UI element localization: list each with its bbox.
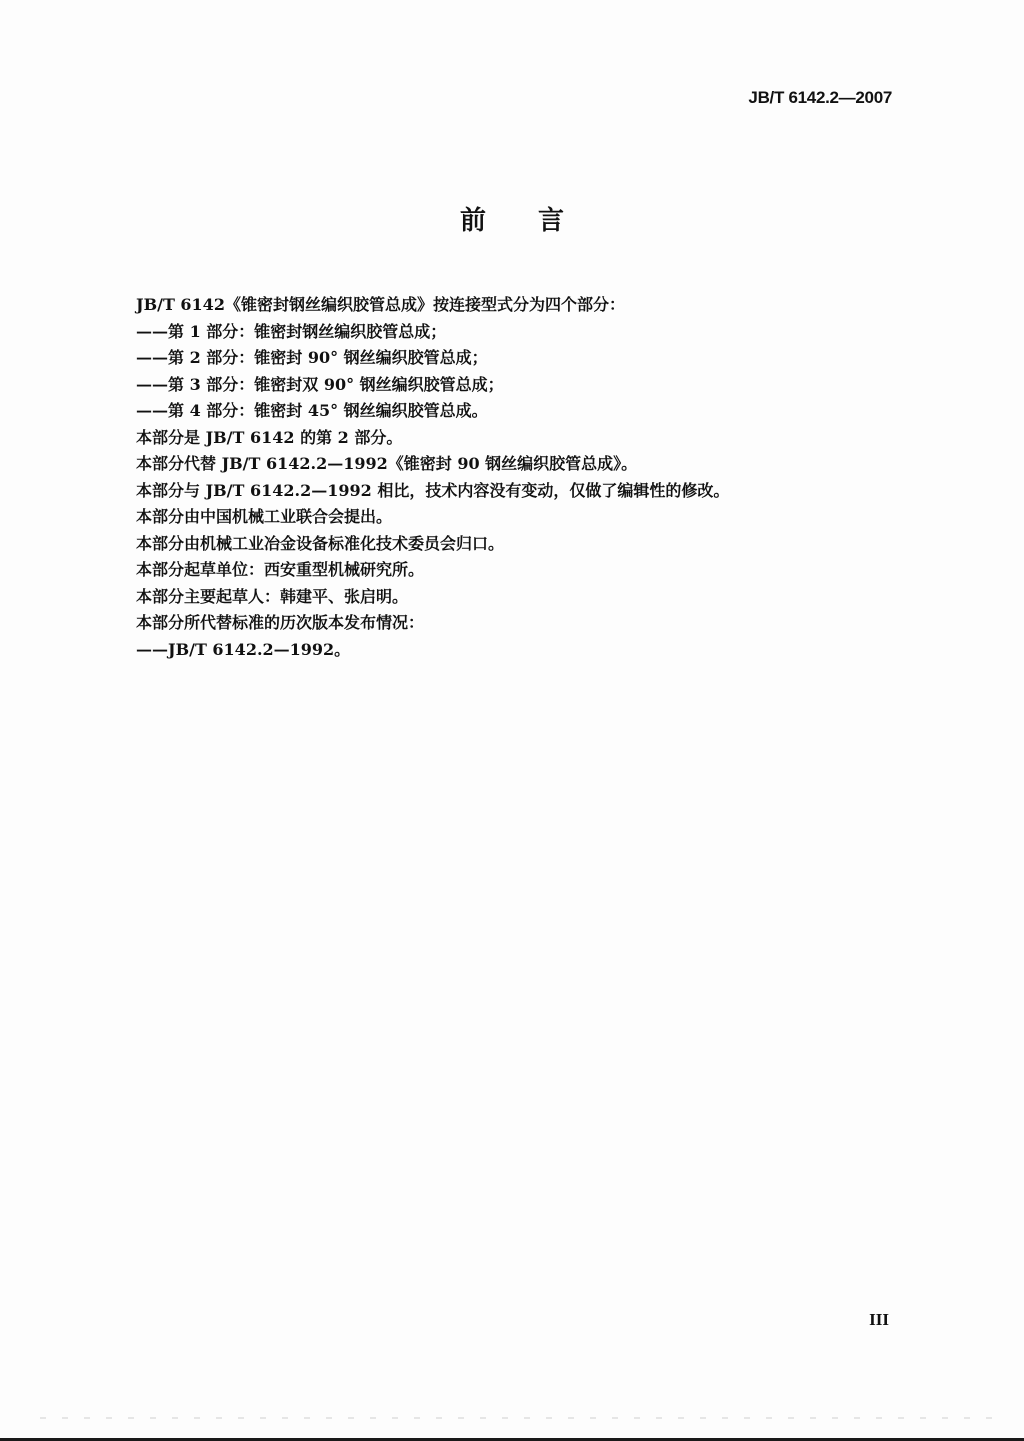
body-line: ——第 3 部分：锥密封双 90° 钢丝编织胶管总成； [136,374,504,394]
body-line: JB/T 6142《锥密封钢丝编织胶管总成》按连接型式分为四个部分： [136,295,625,314]
body-line: ——第 4 部分：锥密封 45° 钢丝编织胶管总成。 [136,401,488,420]
scan-artifact [40,1417,1000,1419]
foreword-body [136,292,896,663]
body-line: 本部分代替 JB/T 6142.2—1992《锥密封 90 钢丝编织胶管总成》。 [136,454,638,473]
body-line: 本部分由中国机械工业联合会提出。 [136,507,393,526]
body-line: ——JB/T 6142.2—1992。 [136,639,351,659]
body-line: 本部分所代替标准的历次版本发布情况： [136,613,425,632]
body-line: 本部分与 JB/T 6142.2—1992 相比，技术内容没有变动，仅做了编辑性的修改。 [136,480,730,500]
page-title: 前言 [459,206,616,236]
body-line: 本部分起草单位：西安重型机械研究所。 [136,560,425,579]
body-line: 本部分主要起草人：韩建平、张启明。 [136,586,409,606]
body-line: ——第 1 部分：锥密封钢丝编织胶管总成； [136,321,447,341]
page-number: III [869,1310,889,1329]
body-line: 本部分由机械工业冶金设备标准化技术委员会归口。 [136,533,505,553]
body-line: ——第 2 部分：锥密封 90° 钢丝编织胶管总成； [136,348,488,367]
body-line: 本部分是 JB/T 6142 的第 2 部分。 [136,427,403,447]
standard-number: JB/T 6142.2—2007 [748,88,892,107]
